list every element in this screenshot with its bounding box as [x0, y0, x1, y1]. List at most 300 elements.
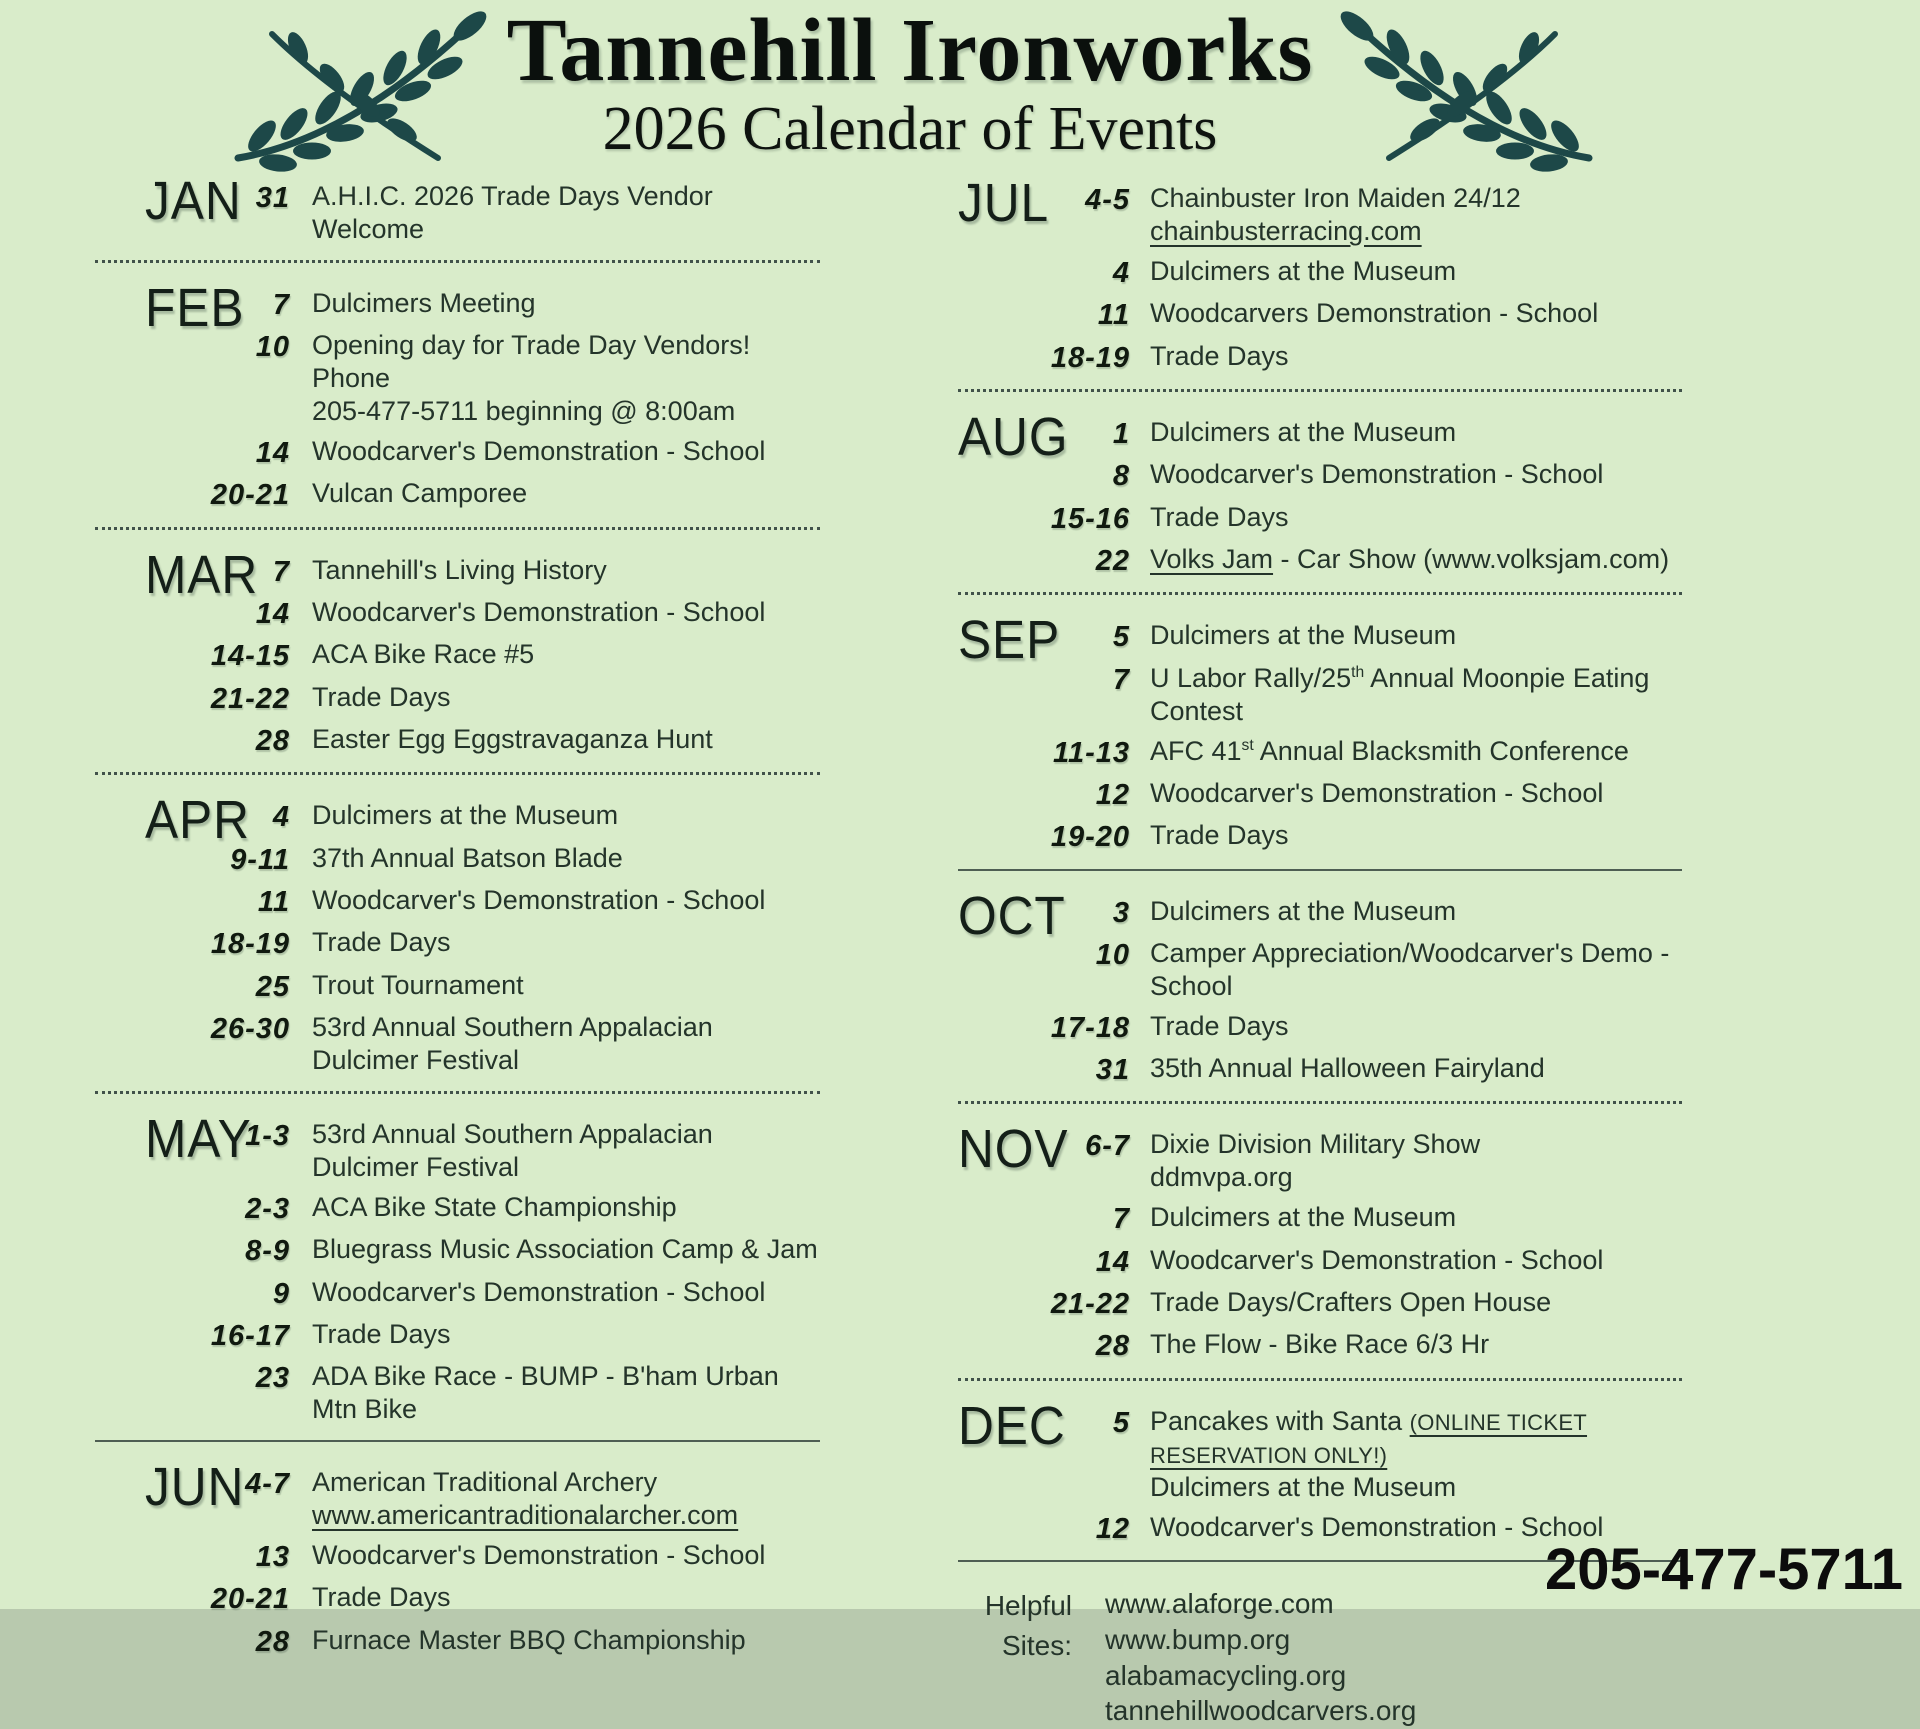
event-row [95, 435, 820, 470]
month-label: DEC [958, 1395, 1066, 1456]
month-label: AUG [958, 406, 1069, 467]
event-text-segment: ACA Bike Race #5 [312, 639, 535, 670]
month-section-apr [95, 790, 820, 1077]
event-line [1150, 1405, 1682, 1471]
event-line [1150, 735, 1682, 768]
event-text-segment: Camper Appreciation/Woodcarver's Demo - School [1150, 937, 1670, 1001]
event-text-segment: American Traditional Archery [312, 1467, 658, 1498]
event-text-segment: Trade Days/Crafters Open House [1150, 1287, 1552, 1317]
month-section-dec [958, 1395, 1682, 1546]
event-text [312, 884, 820, 919]
event-text [1150, 1010, 1682, 1045]
event-text-segment: The Flow - Bike Race 6/3 Hr [1150, 1329, 1490, 1360]
event-row [95, 329, 820, 428]
month-divider [95, 772, 820, 775]
event-row [95, 884, 820, 919]
event-line [1150, 662, 1682, 695]
event-row [95, 1233, 820, 1268]
event-row [958, 1244, 1682, 1279]
event-line [312, 1581, 820, 1614]
event-line [312, 926, 820, 959]
event-link[interactable]: Volks Jam [1150, 543, 1274, 574]
month-label: NOV [958, 1119, 1069, 1180]
event-date: 22 [1095, 544, 1130, 577]
event-text [312, 1233, 820, 1268]
event-line [1150, 1201, 1682, 1234]
event-text [1150, 937, 1682, 1003]
event-text [312, 1191, 820, 1226]
event-line [312, 1191, 820, 1224]
event-date: 7 [272, 555, 290, 588]
event-line [1150, 1286, 1682, 1319]
month-divider [958, 1101, 1682, 1104]
event-text [312, 596, 820, 631]
event-row [958, 895, 1682, 930]
event-line [1150, 1010, 1682, 1043]
event-text-segment: Dulcimers at the Museum [312, 800, 619, 831]
events-column-right [958, 173, 1682, 1729]
event-text-segment: Trade Days [312, 1318, 451, 1349]
month-section-nov [958, 1119, 1682, 1363]
month-label: MAY [145, 1109, 252, 1170]
event-text-segment: Contest [1150, 695, 1244, 726]
month-label: MAR [145, 544, 259, 605]
event-row [958, 777, 1682, 812]
laurel-left-icon [232, 6, 482, 166]
event-text [312, 1624, 820, 1659]
event-row [958, 1052, 1682, 1087]
month-label: FEB [145, 277, 245, 338]
event-text-segment: Trade Days [1150, 501, 1289, 532]
event-date: 28 [255, 1625, 290, 1658]
event-text-segment: Dulcimers at the Museum [1150, 416, 1457, 447]
event-text [312, 1118, 820, 1184]
event-text-segment: Woodcarver's Demonstration - School [312, 436, 766, 467]
event-date: 20-21 [210, 1583, 290, 1616]
event-line [1150, 416, 1682, 449]
event-text-segment: Dulcimers at the Museum [1150, 1471, 1457, 1502]
event-text [1150, 458, 1682, 493]
event-text-segment: 35th Annual Halloween Fairyland [1150, 1053, 1545, 1084]
event-text [1150, 819, 1682, 854]
event-text-segment: th [1351, 663, 1365, 681]
event-text [1150, 662, 1682, 728]
month-divider [958, 1378, 1682, 1381]
event-text-segment: Welcome [312, 213, 425, 244]
event-line [312, 969, 820, 1002]
event-date: 14-15 [210, 640, 290, 673]
event-row [958, 1010, 1682, 1045]
event-date: 18-19 [1050, 341, 1130, 374]
event-date: 12 [1095, 1512, 1130, 1545]
event-date: 1 [1112, 417, 1130, 450]
event-text [312, 1276, 820, 1311]
month-divider [95, 1440, 820, 1442]
event-text [312, 723, 820, 758]
event-line [312, 1118, 820, 1184]
event-line [312, 884, 820, 917]
event-text-segment: Tannehill's Living History [312, 554, 607, 585]
event-text-segment: Annual Blacksmith Conference [1253, 735, 1629, 766]
event-line [312, 596, 820, 629]
month-section-aug [958, 406, 1682, 578]
event-text-segment: Furnace Master BBQ Championship [312, 1624, 746, 1655]
event-text [312, 180, 820, 246]
event-row [95, 926, 820, 961]
event-text-segment: ADA Bike Race - BUMP - B'ham Urban Mtn Bike [312, 1361, 779, 1425]
month-label: JAN [145, 171, 242, 231]
event-row [95, 1539, 820, 1574]
event-row [958, 735, 1682, 770]
event-text-segment: Trout Tournament [312, 969, 524, 1000]
month-section-mar [95, 544, 820, 759]
event-line [1150, 182, 1682, 215]
event-link[interactable]: www.americantraditionalarcher.com [312, 1500, 739, 1531]
event-text-segment: Woodcarver's Demonstration - School [1150, 777, 1604, 808]
event-text [1150, 1244, 1682, 1279]
event-text-segment: Woodcarver's Demonstration - School [1150, 459, 1604, 490]
helpful-sites-list [1105, 1586, 1416, 1729]
event-text [312, 435, 820, 470]
event-text-segment: U Labor Rally/25 [1150, 662, 1352, 693]
event-text-segment: Trade Days [1150, 1010, 1289, 1041]
event-text-segment: AFC 41 [1150, 735, 1242, 766]
event-line [1150, 1244, 1682, 1277]
event-text-segment: ACA Bike State Championship [312, 1191, 677, 1222]
event-row [958, 297, 1682, 332]
event-date: 7 [1112, 663, 1130, 696]
event-date: 2-3 [245, 1192, 290, 1225]
event-row [958, 1201, 1682, 1236]
event-date: 20-21 [210, 479, 290, 512]
month-section-feb [95, 277, 820, 513]
event-line [312, 435, 820, 468]
event-line [1150, 619, 1682, 652]
event-link[interactable]: chainbusterracing.com [1150, 215, 1422, 246]
event-date: 7 [272, 288, 290, 321]
event-text [312, 329, 820, 428]
event-row [958, 1328, 1682, 1363]
event-link[interactable]: (ONLINE TICKET RESERVATION ONLY!) [1150, 1409, 1588, 1468]
event-text-segment: Bluegrass Music Association Camp & Jam [312, 1234, 818, 1265]
event-row [958, 662, 1682, 728]
event-text [1150, 895, 1682, 930]
month-section-oct [958, 885, 1682, 1088]
event-line [1150, 937, 1682, 1003]
event-date: 19-20 [1050, 821, 1130, 854]
event-line [1150, 215, 1682, 248]
event-line [312, 1539, 820, 1572]
event-text-segment: Chainbuster Iron Maiden 24/12 [1150, 183, 1521, 213]
event-text [312, 1360, 820, 1426]
event-text-segment: 205-477-5711 beginning @ 8:00am [312, 396, 736, 427]
event-text-segment: ddmvpa.org [1150, 1162, 1293, 1193]
event-text-segment: Woodcarvers Demonstration - School [1150, 298, 1599, 329]
month-section-jul [958, 173, 1682, 375]
phone-number: 205-477-5711 [1545, 1537, 1903, 1602]
event-row [958, 937, 1682, 1003]
event-text [1150, 735, 1682, 770]
month-label: SEP [958, 610, 1061, 671]
event-date: 25 [255, 970, 290, 1003]
event-line [312, 329, 820, 395]
event-text-segment: Dulcimers at the Museum [1150, 895, 1457, 926]
event-row [95, 723, 820, 758]
month-section-may [95, 1109, 820, 1426]
event-text-segment: Annual Moonpie Eating [1364, 662, 1650, 693]
event-text [312, 1466, 820, 1532]
event-text-segment: Trade Days [312, 1582, 451, 1613]
events-column-left [95, 171, 820, 1666]
event-text [1150, 297, 1682, 332]
event-line [1150, 1128, 1682, 1161]
event-text-segment: Trade Days [312, 681, 451, 712]
event-text [312, 799, 820, 834]
event-date: 21-22 [1050, 1288, 1130, 1320]
event-line [1150, 458, 1682, 491]
event-date: 13 [255, 1541, 290, 1574]
event-row [958, 819, 1682, 854]
event-date: 8-9 [245, 1235, 290, 1268]
event-date: 14 [255, 437, 290, 470]
month-divider [958, 869, 1682, 871]
event-row [958, 543, 1682, 578]
event-text-segment: Easter Egg Eggstravaganza Hunt [312, 724, 713, 755]
event-row [958, 340, 1682, 375]
event-line [312, 554, 820, 587]
event-text [1150, 1328, 1682, 1363]
event-date: 5 [1112, 621, 1130, 654]
event-row [958, 255, 1682, 290]
event-line [312, 1466, 820, 1499]
event-text [312, 969, 820, 1004]
event-text-segment: Woodcarver's Demonstration - School [312, 597, 766, 628]
event-line [312, 1360, 820, 1426]
event-line [312, 799, 820, 832]
event-date: 14 [1095, 1245, 1130, 1278]
event-text [312, 1318, 820, 1353]
month-divider [95, 1091, 820, 1094]
event-text-segment: Dulcimers Meeting [312, 287, 536, 318]
event-text-segment: Dulcimers at the Museum [1150, 1202, 1457, 1233]
event-date: 4 [272, 801, 290, 834]
event-text [312, 287, 820, 322]
month-divider [95, 260, 820, 263]
event-row [95, 1011, 820, 1077]
month-section-jan [95, 171, 820, 246]
event-row [95, 477, 820, 512]
event-text [1150, 340, 1682, 375]
event-text-segment: Dixie Division Military Show [1150, 1129, 1481, 1160]
event-date: 11 [1097, 299, 1130, 332]
event-date: 31 [255, 182, 290, 214]
event-text-segment: 37th Annual Batson Blade [312, 842, 623, 873]
event-date: 10 [1095, 938, 1130, 971]
event-text-segment: A.H.I.C. 2026 Trade Days Vendor [312, 181, 713, 211]
event-text [1150, 619, 1682, 654]
event-line [312, 1499, 820, 1532]
event-text-segment: Pancakes with Santa [1150, 1405, 1410, 1436]
event-text [1150, 1128, 1682, 1194]
event-row [958, 501, 1682, 536]
event-date: 23 [255, 1362, 290, 1395]
event-date: 4-7 [245, 1468, 290, 1501]
event-date: 21-22 [210, 682, 290, 715]
event-text [312, 554, 820, 589]
event-line [312, 1318, 820, 1351]
header [455, 1, 1365, 163]
month-section-sep [958, 610, 1682, 854]
event-text-segment: 53rd Annual Southern Appalacian Dulcimer Festival [312, 1119, 713, 1182]
month-label: JUL [958, 173, 1050, 233]
event-row [958, 619, 1682, 654]
event-text-segment: Trade Days [1150, 820, 1289, 851]
event-date: 6-7 [1085, 1130, 1130, 1163]
event-text [1150, 1286, 1682, 1321]
event-text-segment: Woodcarver's Demonstration - School [1150, 1511, 1604, 1542]
event-date: 7 [1112, 1203, 1130, 1236]
helpful-sites-label-line: Helpful [984, 1589, 1072, 1621]
event-date: 4-5 [1085, 184, 1130, 216]
event-date: 8 [1112, 460, 1130, 493]
event-line [312, 287, 820, 320]
event-text-segment: Trade Days [312, 927, 451, 958]
helpful-site-url: tannehillwoodcarvers.org [1105, 1695, 1417, 1727]
event-text [312, 1539, 820, 1574]
event-row [95, 638, 820, 673]
event-line [1150, 695, 1682, 728]
event-date: 28 [1095, 1330, 1130, 1363]
month-label: APR [145, 790, 250, 851]
event-date: 5 [1112, 1406, 1130, 1439]
event-text-segment: Opening day for Trade Day Vendors! Phone [312, 330, 751, 394]
event-row [95, 1276, 820, 1311]
event-text-segment: Woodcarver's Demonstration - School [1150, 1244, 1604, 1275]
event-line [312, 395, 820, 428]
event-text-segment: Vulcan Camporee [312, 478, 528, 509]
helpful-sites-label-line: Sites: [1001, 1630, 1072, 1662]
month-label: JUN [145, 1457, 245, 1518]
event-row [958, 182, 1682, 248]
event-text-segment: st [1241, 736, 1254, 754]
event-line [312, 1276, 820, 1309]
event-text [312, 1581, 820, 1616]
event-line [312, 723, 820, 756]
event-line [312, 638, 820, 671]
event-text-segment: Woodcarver's Demonstration - School [312, 1276, 766, 1307]
laurel-right-icon [1345, 6, 1595, 166]
event-row [95, 1191, 820, 1226]
event-date: 1-3 [245, 1120, 290, 1153]
event-date: 18-19 [210, 928, 290, 961]
event-line [312, 477, 820, 510]
event-line [1150, 777, 1682, 810]
event-line [312, 1233, 820, 1266]
event-text-segment: Woodcarver's Demonstration - School [312, 1540, 766, 1571]
event-date: 11 [257, 886, 290, 919]
event-line [312, 180, 820, 213]
event-line [1150, 297, 1682, 330]
event-text [1150, 501, 1682, 536]
event-text [1150, 777, 1682, 812]
helpful-site-url: www.alaforge.com [1105, 1587, 1334, 1619]
event-text [1150, 255, 1682, 290]
event-line [312, 842, 820, 875]
helpful-sites-label [958, 1586, 1072, 1729]
event-date: 3 [1112, 896, 1130, 929]
month-divider [95, 527, 820, 530]
event-text-segment: - Car Show (www.volksjam.com) [1273, 543, 1670, 574]
event-text [312, 477, 820, 512]
event-date: 9-11 [230, 843, 290, 876]
event-row [95, 681, 820, 716]
event-date: 4 [1112, 256, 1130, 289]
event-text-segment: Trade Days [1150, 340, 1289, 371]
event-date: 12 [1095, 778, 1130, 811]
event-text [1150, 543, 1682, 578]
event-line [312, 1624, 820, 1657]
event-line [312, 1011, 820, 1077]
event-text-segment: Dulcimers at the Museum [1150, 620, 1457, 651]
event-text [1150, 182, 1682, 248]
event-text [312, 638, 820, 673]
event-text-segment: Woodcarver's Demonstration - School [312, 885, 766, 916]
event-text [1150, 1201, 1682, 1236]
event-line [1150, 255, 1682, 288]
month-divider [958, 592, 1682, 595]
page-subtitle: 2026 Calendar of Events [602, 95, 1218, 163]
event-row [95, 1318, 820, 1353]
helpful-site-url: www.bump.org [1105, 1623, 1291, 1655]
event-date: 26-30 [210, 1013, 290, 1046]
event-row [95, 1360, 820, 1426]
event-line [1150, 340, 1682, 373]
event-line [312, 213, 820, 246]
event-text [1150, 1405, 1682, 1504]
event-line [1150, 543, 1682, 576]
event-line [312, 681, 820, 714]
event-row [958, 1286, 1682, 1321]
event-row [95, 1624, 820, 1659]
event-line [1150, 501, 1682, 534]
event-date: 31 [1095, 1054, 1130, 1087]
event-text [312, 842, 820, 877]
event-row [95, 1581, 820, 1616]
event-line [1150, 819, 1682, 852]
event-date: 16-17 [210, 1319, 290, 1352]
event-line [1150, 1328, 1682, 1361]
event-text-segment: Dulcimers at the Museum [1150, 255, 1457, 286]
event-text [312, 681, 820, 716]
event-date: 9 [272, 1277, 290, 1310]
event-date: 28 [255, 725, 290, 758]
event-date: 15-16 [1050, 502, 1130, 535]
event-date: 14 [255, 598, 290, 631]
event-text [1150, 416, 1682, 451]
helpful-sites [958, 1586, 1682, 1729]
page-title: Tannehill Ironworks [506, 1, 1314, 100]
event-line [1150, 895, 1682, 928]
helpful-site-url: alabamacycling.org [1105, 1659, 1347, 1691]
event-line [1150, 1161, 1682, 1194]
event-text-segment: 53rd Annual Southern Appalacian Dulcimer Festival [312, 1012, 713, 1076]
event-text [1150, 1052, 1682, 1087]
month-section-jun [95, 1457, 820, 1659]
event-text [312, 926, 820, 961]
event-date: 17-18 [1050, 1011, 1130, 1044]
month-divider [958, 389, 1682, 392]
event-date: 11-13 [1052, 736, 1130, 769]
